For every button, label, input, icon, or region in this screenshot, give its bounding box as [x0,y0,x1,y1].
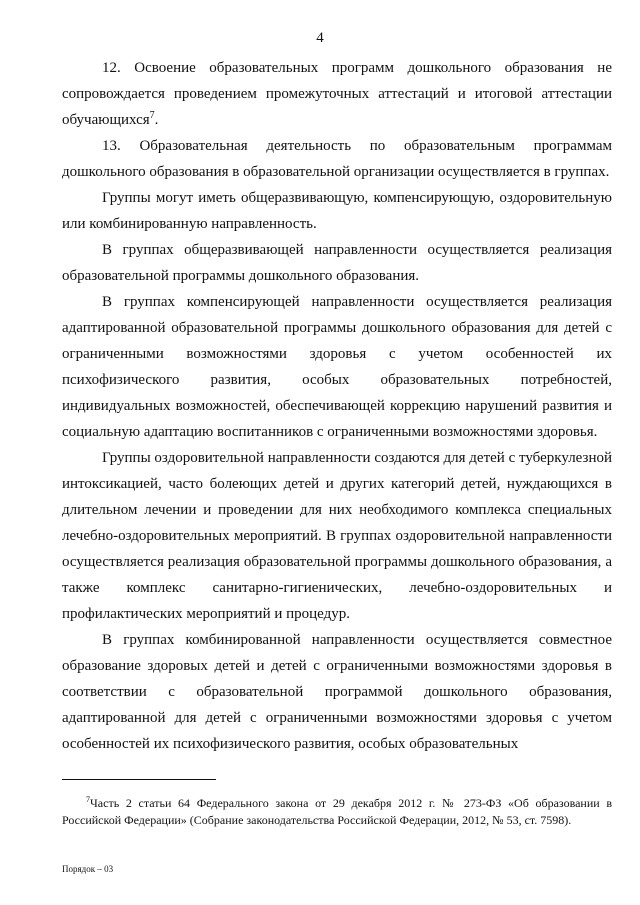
paragraph-general-groups: В группах общеразвивающей направленности осуществляется реализация образовательной программы дошкольного образования. [62,242,612,284]
paragraph-groups: Группы могут иметь общеразвивающую, компенсирующую, оздоровительную или комбинированную направленность. [62,190,612,232]
paragraph-health-groups: Группы оздоровительной направленности создаются для детей с туберкулезной интоксикацией, часто болеющих детей и других категорий детей, нуждающихся в длительном лечении и проведении для них необходимого комплекса специальных лечебно-оздоровительных мероприятий. В группах оздоровительной направленности осуществляется реализация образовательной программы дошкольного образования, а также комплекс санитарно-гигиенических, лечебно-оздоровительных и профилактических мероприятий и процедур. [62,450,612,622]
paragraph-compensating-groups: В группах компенсирующей направленности осуществляется реализация адаптированной образовательной программы дошкольного образования для детей с ограниченными возможностями здоровья с учетом особенностей их психофизического развития, особых образовательных потребностей, индивидуальных возможностей, обеспечивающей коррекцию нарушений развития и социальную адаптацию воспитанников с ограниченными возможностями здоровья. [62,294,612,440]
body-text [62,55,612,757]
footer-code: Порядок – 03 [62,864,114,874]
paragraph-12-text: 12. Освоение образовательных программ дошкольного образования не сопровождается проведением промежуточных аттестаций и итоговой аттестации обучающихся [62,60,612,128]
page-number: 4 [316,30,324,46]
footnote-text: Часть 2 статьи 64 Федерального закона от 29 декабря 2012 г. № 273-ФЗ «Об образовании в Российской Федерации» (Собрание законодательства Российской Федерации, 2012, № 53, ст. 7598). [62,796,612,827]
paragraph-combined-groups: В группах комбинированной направленности осуществляется совместное образование здоровых детей и детей с ограниченными возможностями здоровья в соответствии с образовательной программой дошкольного образования, адаптированной для детей с ограниченными возможностями здоровья с учетом особенностей их психофизического развития, особых образовательных [62,632,612,752]
footnote-reference[interactable]: 7 [149,110,155,121]
footnote [62,795,612,829]
paragraph-13: 13. Образовательная деятельность по образовательным программам дошкольного образования в образовательной организации осуществляется в группах. [62,138,612,180]
paragraph-12-end: . [154,112,159,128]
footnote-divider [62,779,216,780]
footnote-mark: 7 [86,795,90,804]
paragraph-12 [62,55,612,133]
